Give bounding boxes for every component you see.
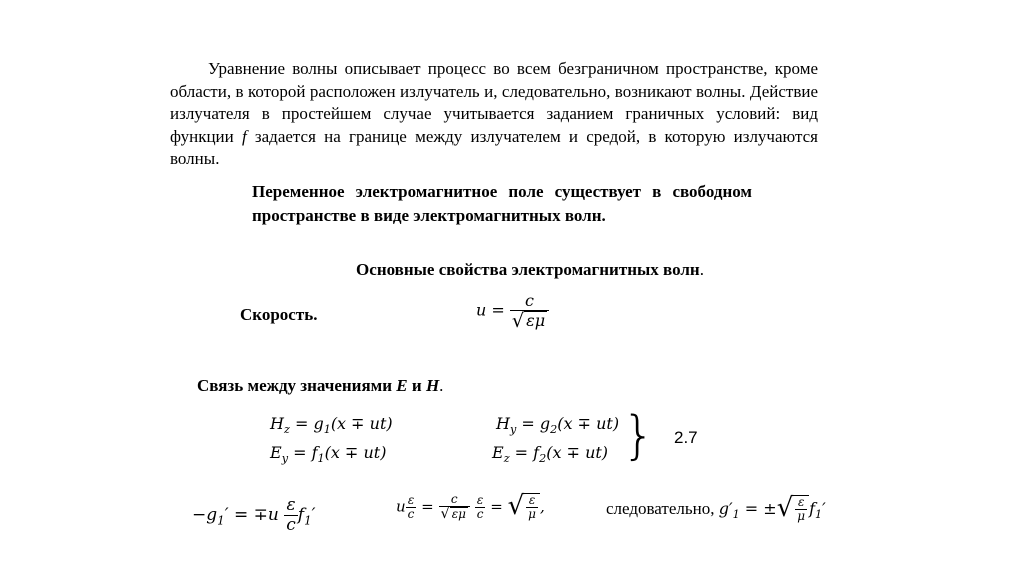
eq-hy-var: H xyxy=(496,414,510,433)
eq-hz-rhs: = g xyxy=(289,414,324,433)
eq2-sqrt: √ $\frac{\varepsilon}{\mu}$ xyxy=(508,493,540,522)
eq-ez-f-sub: 2 xyxy=(539,452,547,466)
eq3-g: g′ xyxy=(718,499,733,518)
speed-radicand: εμ xyxy=(526,310,546,330)
eq-hy xyxy=(496,414,619,436)
speed-fraction xyxy=(510,292,549,330)
sqrt-sign: √ εμ xyxy=(511,308,546,332)
eq2-eq1: = xyxy=(416,497,439,516)
relation-heading-text: Связь между значениями xyxy=(197,376,397,395)
intro-paragraph xyxy=(170,58,818,171)
eq-hy-rhs: = g xyxy=(516,414,551,433)
eq2-f3-den: c xyxy=(476,506,484,521)
eq1-tail-sub: 1 xyxy=(304,513,312,528)
eq2-f4-num: ε xyxy=(528,493,536,507)
conclusion-text: следовательно, xyxy=(606,499,719,518)
eq2-u: u xyxy=(396,497,406,516)
eq3-eq: = ± xyxy=(739,499,777,518)
eq3-prime: ′ xyxy=(822,499,826,518)
eq2-eq2: = xyxy=(485,497,508,516)
eq-ey-rhs: = f xyxy=(288,443,318,462)
relation-e: E xyxy=(396,376,408,395)
eq-ey xyxy=(270,443,386,465)
eq-bottom-1 xyxy=(192,496,316,535)
eq3-sqrt: √ $\frac{\varepsilon}{\mu}$ xyxy=(777,495,809,524)
relation-and: и xyxy=(407,376,426,395)
eq1-fraction xyxy=(284,496,298,535)
eq2-comma: , xyxy=(539,497,545,516)
eq1-prime: ′ xyxy=(311,505,316,526)
eq2-f2-den: √ εμ xyxy=(439,506,470,522)
eq1-lhs-sub: 1 xyxy=(217,513,225,528)
eq2-f2-radicand: εμ xyxy=(451,507,466,522)
eq-hy-arg: (x ∓ ut) xyxy=(557,414,620,433)
eq2-f1-den: c xyxy=(407,506,415,521)
speed-lhs: u = xyxy=(476,300,505,320)
eq-hz-var: H xyxy=(270,414,284,433)
relation-heading xyxy=(197,376,443,396)
eq2-frac-1 xyxy=(406,494,417,522)
intro-text-a: Уравнение волны описывает процесс во всем безграничном пространстве, кроме области, в которой расположен излучатель и, следовательно, возникают волны. Действие излучателя в простейшем случае учитывается заданием граничных условий: вид функции xyxy=(170,59,818,146)
properties-heading-text: Основные свойства электромагнитных волн xyxy=(356,260,700,279)
eq2-f4-den: μ xyxy=(528,507,536,522)
eq2-f3-num: ε xyxy=(476,492,484,507)
eq1-frac-num: ε xyxy=(286,495,296,515)
speed-denominator xyxy=(510,310,549,330)
eq-ey-f-sub: 1 xyxy=(317,452,325,466)
eq-ey-arg: (x ∓ ut) xyxy=(324,443,387,462)
statement-paragraph: Переменное электромагнитное поле существует в свободном пространстве в виде электромагнитных волн. xyxy=(252,182,752,225)
equation-number: 2.7 xyxy=(674,428,698,447)
eq1-tail: f xyxy=(297,505,305,526)
eq-ez-var: E xyxy=(492,443,504,462)
eq2-frac-3 xyxy=(475,494,486,522)
relation-dot: . xyxy=(439,376,444,395)
relation-h: H xyxy=(425,376,440,395)
eq2-frac-4 xyxy=(526,494,538,522)
eq3-f: f xyxy=(809,499,816,518)
eq-bottom-3 xyxy=(606,495,826,524)
eq1-frac-den: c xyxy=(286,514,296,535)
intro-text-b: задается на границе между излучателем и средой, в которую излучаются волны. xyxy=(170,126,818,168)
eq3-frac xyxy=(795,496,807,524)
eq3-den: μ xyxy=(797,509,806,524)
properties-heading-dot: . xyxy=(699,260,704,279)
eq-hz xyxy=(270,414,393,436)
speed-formula xyxy=(476,292,549,330)
eq2-frac-2 xyxy=(439,493,470,522)
eq1-lhs: −g xyxy=(192,505,218,526)
properties-heading xyxy=(300,260,760,280)
eq3-f-sub: 1 xyxy=(815,508,823,522)
right-brace: } xyxy=(622,406,656,466)
eq-hz-arg: (x ∓ ut) xyxy=(330,414,393,433)
eq3-num: ε xyxy=(797,495,805,509)
eq2-f1-num: ε xyxy=(407,492,415,507)
eq-ey-var: E xyxy=(270,443,282,462)
eq-hz-g-sub: 1 xyxy=(323,423,331,437)
eq-hy-g-sub: 2 xyxy=(550,423,558,437)
eq3-sub: 1 xyxy=(732,508,740,522)
eq-ez-rhs: = f xyxy=(509,443,540,462)
eq1-mid: ′ = ∓u xyxy=(224,505,279,526)
speed-label: Скорость. xyxy=(240,305,318,324)
function-symbol: f xyxy=(241,126,247,146)
eq-hz-sub: z xyxy=(283,423,290,437)
speed-numerator: c xyxy=(525,291,534,310)
eq-ez-arg: (x ∓ ut) xyxy=(546,443,609,462)
eq-bottom-2 xyxy=(396,493,545,522)
eq-ez-sub: z xyxy=(503,452,510,466)
eq2-f2-num: c xyxy=(450,492,458,507)
eq-hy-sub: y xyxy=(509,423,517,437)
eq-ez xyxy=(492,443,608,465)
eq-ey-sub: y xyxy=(281,452,289,466)
